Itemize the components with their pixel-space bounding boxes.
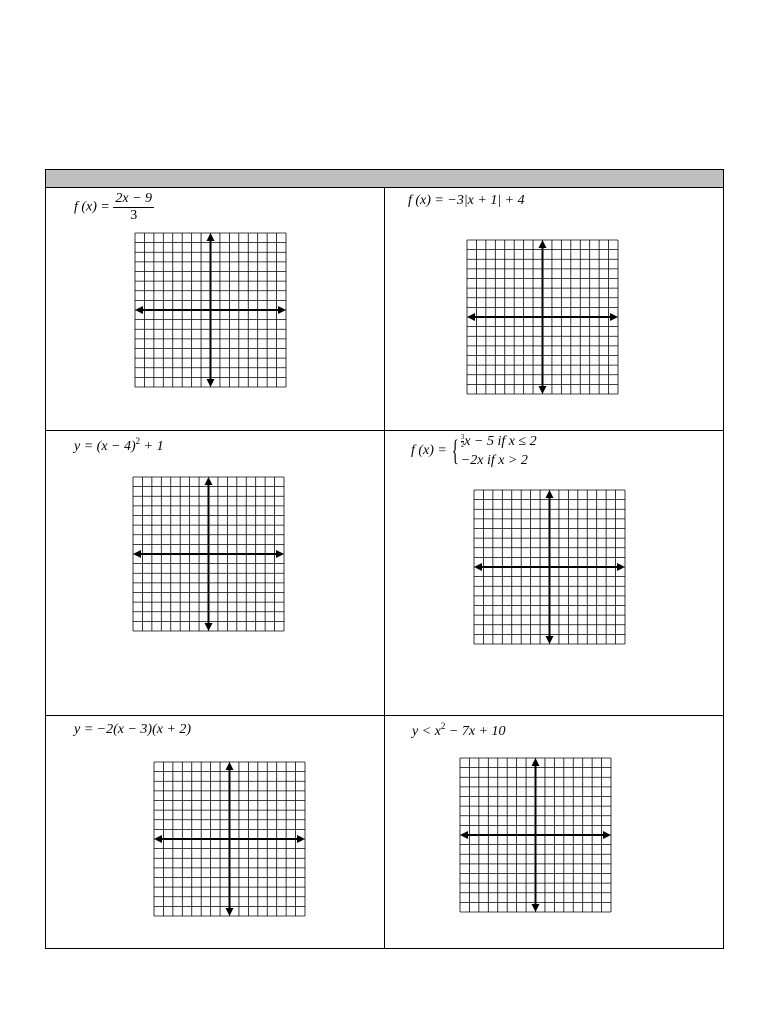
coordinate-grid-2[interactable]	[465, 238, 620, 396]
equation-4: f (x) = { $\frac{3}{2}$ x − 5 if x ≤ 2 −2x if x > 2	[411, 433, 537, 468]
coordinate-grid-5[interactable]	[152, 760, 307, 918]
table-header	[46, 170, 723, 188]
x-axis-arrow-right-icon	[297, 835, 305, 843]
coordinate-grid-1[interactable]	[133, 231, 288, 389]
x-axis-arrow-right-icon	[603, 831, 611, 839]
coordinate-grid-3[interactable]	[131, 475, 286, 633]
y-axis-arrow-down-icon	[226, 908, 234, 916]
x-axis-arrow-left-icon	[474, 563, 482, 571]
x-axis-arrow-left-icon	[460, 831, 468, 839]
equation-1: f (x) = $\frac{2x - 9}{3}$	[74, 191, 153, 223]
y-axis-arrow-up-icon	[205, 477, 213, 485]
x-axis-arrow-right-icon	[278, 306, 286, 314]
y-axis-arrow-down-icon	[539, 386, 547, 394]
equation-3: $y = (x - 4)^2 + 1$	[74, 436, 164, 454]
y-axis-arrow-up-icon	[546, 490, 554, 498]
graphing-table	[45, 169, 724, 949]
y-axis-arrow-down-icon	[546, 636, 554, 644]
coordinate-grid-4[interactable]	[472, 488, 627, 646]
x-axis-arrow-right-icon	[610, 313, 618, 321]
equation-6: $y < x^2 - 7x + 10$	[412, 721, 506, 739]
x-axis-arrow-left-icon	[154, 835, 162, 843]
coordinate-grid-6[interactable]	[458, 756, 613, 914]
y-axis-arrow-up-icon	[532, 758, 540, 766]
y-axis-arrow-up-icon	[226, 762, 234, 770]
equation-2: f (x) = −3|x + 1| + 4	[408, 193, 525, 208]
row-divider	[46, 715, 723, 716]
equation-5: y = −2(x − 3)(x + 2)	[74, 722, 192, 737]
y-axis-arrow-down-icon	[532, 904, 540, 912]
x-axis-arrow-left-icon	[467, 313, 475, 321]
x-axis-arrow-left-icon	[135, 306, 143, 314]
x-axis-arrow-left-icon	[133, 550, 141, 558]
column-divider	[384, 188, 385, 948]
y-axis-arrow-up-icon	[207, 233, 215, 241]
y-axis-arrow-down-icon	[207, 379, 215, 387]
y-axis-arrow-up-icon	[539, 240, 547, 248]
row-divider	[46, 430, 723, 431]
x-axis-arrow-right-icon	[617, 563, 625, 571]
x-axis-arrow-right-icon	[276, 550, 284, 558]
y-axis-arrow-down-icon	[205, 623, 213, 631]
